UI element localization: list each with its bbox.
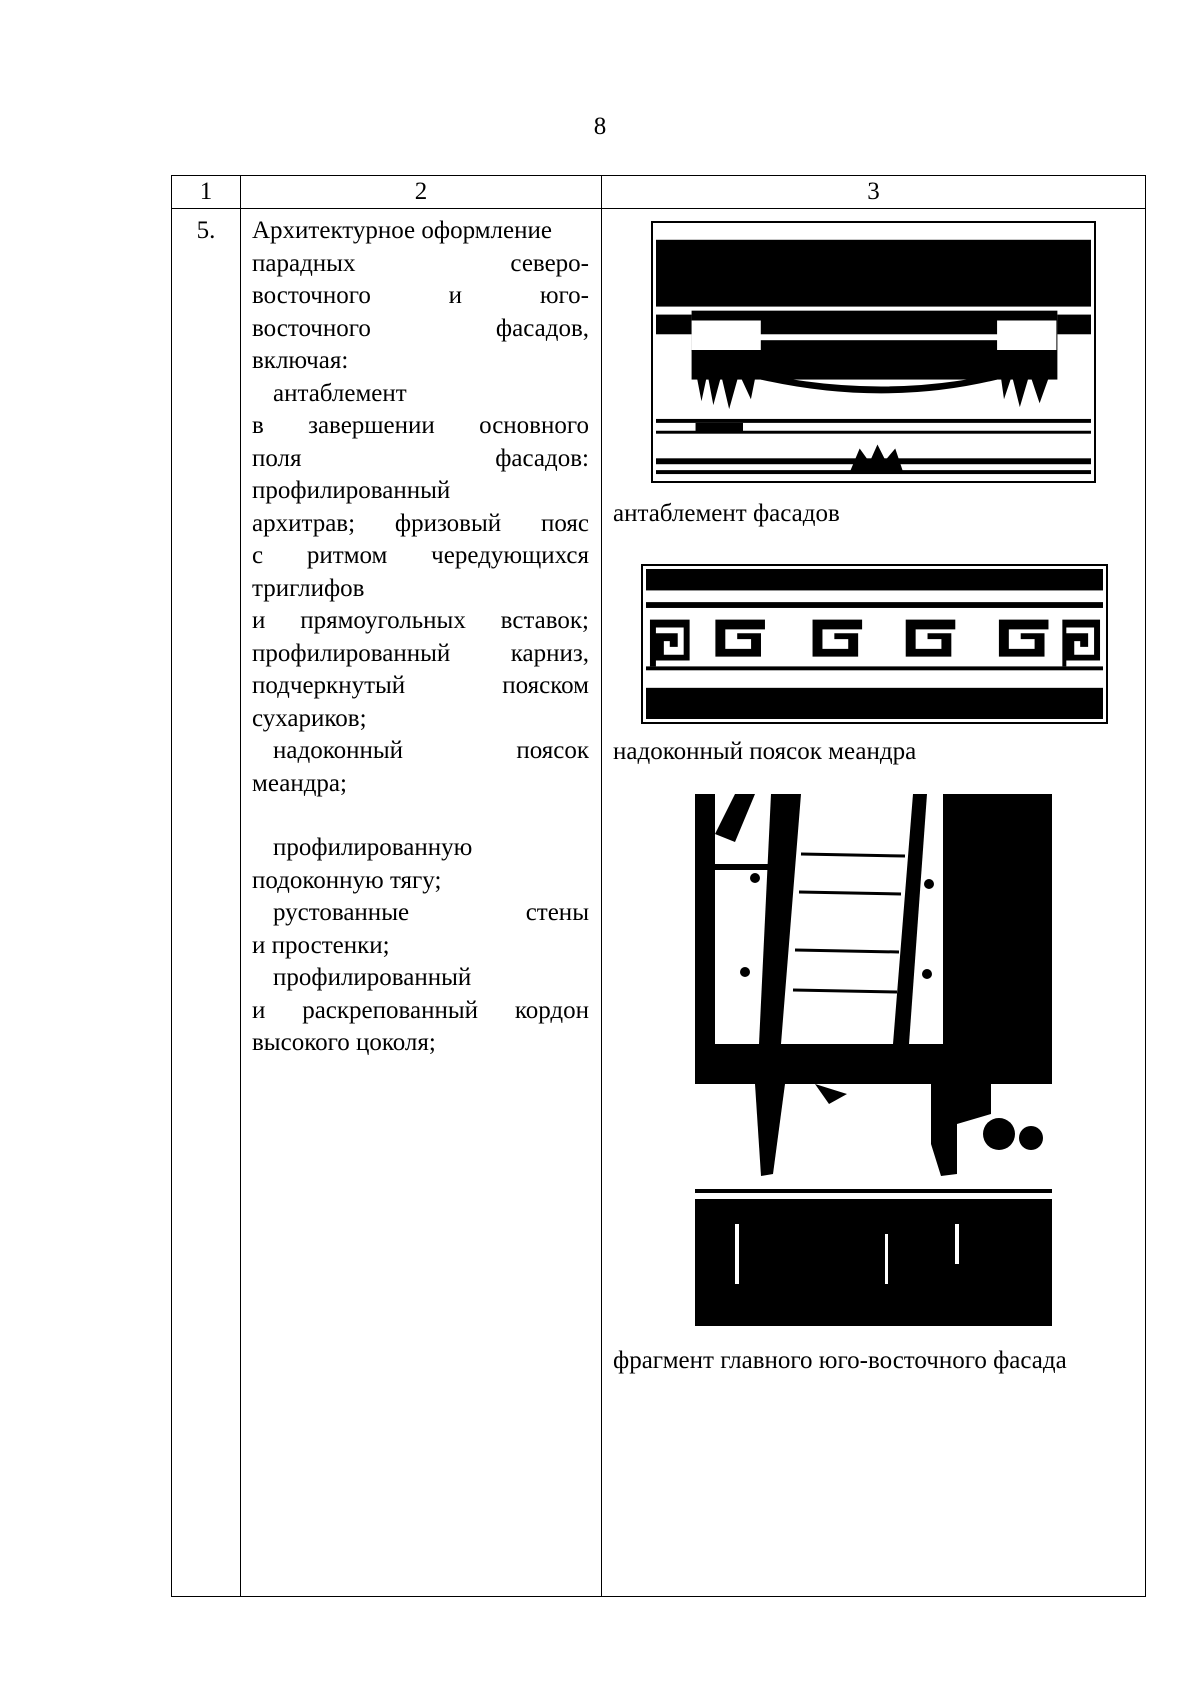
description-line: надоконный поясок [273, 737, 589, 764]
page-number: 8 [593, 113, 607, 140]
description-line: антаблемент [273, 379, 407, 407]
description-line: и прямоугольных вставок; [252, 607, 589, 634]
description-line: высокого цоколя; [252, 1029, 436, 1056]
description-line: с ритмом чередующихся [252, 542, 589, 569]
description-line: Архитектурное оформление [252, 217, 552, 244]
description-line: профилированный карниз, [252, 639, 589, 667]
entablature-photo [651, 221, 1096, 483]
row-number: 5. [172, 209, 241, 1597]
column-header-2: 2 [241, 176, 602, 209]
table-row [172, 209, 1146, 1597]
description-line: профилированный [252, 477, 451, 504]
description-line: архитрав; фризовый пояс [252, 509, 589, 537]
description-line: сухариков; [252, 704, 367, 732]
image-caption: фрагмент главного юго-восточного фасада [613, 1347, 1067, 1374]
monument-elements-table [171, 175, 1146, 1597]
illustrations-cell [602, 209, 1146, 1597]
description-line: триглифов [252, 574, 365, 602]
description-line: восточного и юго- [252, 282, 589, 309]
image-caption: надоконный поясок меандра [613, 738, 917, 765]
column-header-3: 3 [602, 176, 1146, 209]
description-line: поля фасадов: [252, 444, 589, 472]
facade-fragment-photo [695, 794, 1052, 1326]
description-line: включая: [252, 347, 349, 374]
description-line: парадных северо- [252, 249, 589, 277]
description-line: рустованные стены [273, 899, 589, 926]
description-line: и простенки; [252, 931, 390, 959]
description-line: профилированную [273, 834, 473, 861]
column-header-1: 1 [172, 176, 241, 209]
image-caption: антаблемент фасадов [613, 500, 840, 527]
description-line: в завершении основного [252, 412, 589, 439]
element-description [241, 209, 602, 1597]
meander-frieze-photo [641, 564, 1108, 724]
description-line: подоконную тягу; [252, 866, 442, 894]
description-line: и раскрепованный кордон [252, 996, 589, 1024]
description-line: меандра; [252, 769, 347, 797]
table-header-row [172, 176, 1146, 209]
description-line: восточного фасадов, [252, 314, 589, 342]
description-line: профилированный [273, 964, 472, 991]
description-line: подчеркнутый пояском [252, 672, 589, 699]
